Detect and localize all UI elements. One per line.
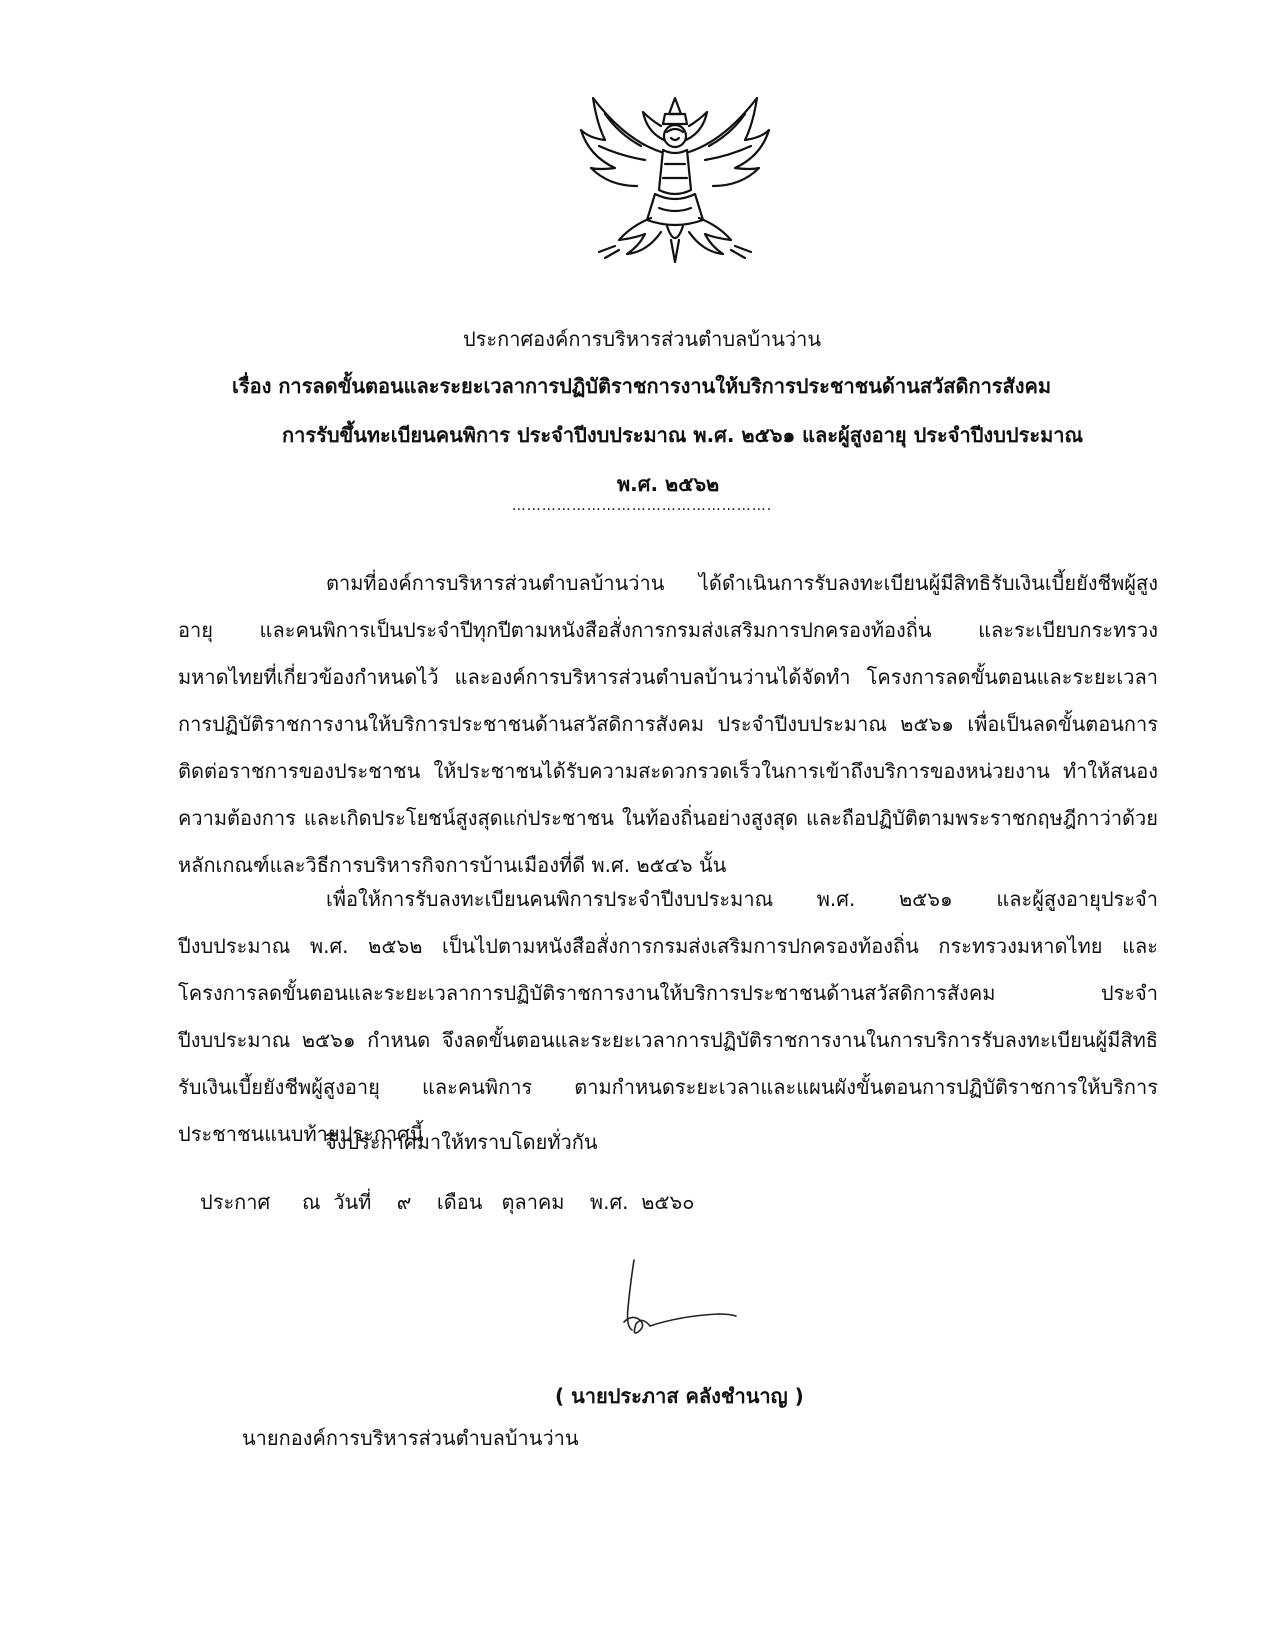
announcement-date: ประกาศ ณ วันที่ ๙ เดือน ตุลาคม พ.ศ. ๒๕๖๐ (200, 1190, 695, 1214)
subject-line-1: เรื่อง การลดขั้นตอนและระยะเวลาการปฏิบัติราชการงานให้บริการประชาชนด้านสวัสดิการสังคม (232, 374, 1052, 398)
garuda-emblem-icon (575, 90, 775, 270)
handwritten-signature (620, 1256, 740, 1356)
separator-line: ……………………………………………. (511, 498, 773, 514)
subject-line-3: พ.ศ. ๒๕๖๒ (617, 472, 720, 496)
body-paragraph-2: เพื่อให้การรับลงทะเบียนคนพิการประจำปีงบประมาณ พ.ศ. ๒๕๖๑ และผู้สูงอายุประจำปีงบประมาณ พ.ศ. ๒๕๖๒ เป็นไปตามหนังสือสั่งการกรมส่งเสริมการปกครองท้องถิ่น กระทรวงมหาดไทย และโครงการลดขั้นตอนและระยะเวลาการปฏิบัติราชการงานให้บริการประชาชนด้านสวัสดิการสังคม ประจำปีงบประมาณ ๒๕๖๑ กำหนด จึงลดขั้นตอนและระยะเวลาการปฏิบัติราชการงานในการบริการรับลงทะเบียนผู้มีสิทธิรับเงินเบี้ยยังชีพผู้สูงอายุ และคนพิการ ตามกำหนดระยะเวลาและแผนผังขั้นตอนการปฏิบัติราชการให้บริการประชาชนแนบท้ายประกาศนี้ (178, 887, 1158, 1146)
subject-line-2: การรับขึ้นทะเบียนคนพิการ ประจำปีงบประมาณ พ.ศ. ๒๕๖๑ และผู้สูงอายุ ประจำปีงบประมาณ (282, 423, 1084, 447)
closing-statement: จึงประกาศมาให้ทราบโดยทั่วกัน (325, 1130, 598, 1154)
signer-name: ( นายประภาส คลังชำนาญ ) (555, 1384, 804, 1408)
signer-position: นายกองค์การบริหารส่วนตำบลบ้านว่าน (242, 1426, 579, 1450)
organization-header: ประกาศองค์การบริหารส่วนตำบลบ้านว่าน (462, 327, 822, 351)
body-paragraph-1: ตามที่องค์การบริหารส่วนตำบลบ้านว่าน ได้ดำเนินการรับลงทะเบียนผู้มีสิทธิรับเงินเบี้ยยังชีพผู้สูงอายุ และคนพิการเป็นประจำปีทุกปีตามหนังสือสั่งการกรมส่งเสริมการปกครองท้องถิ่น และระเบียบกระทรวงมหาดไทยที่เกี่ยวข้องกำหนดไว้ และองค์การบริหารส่วนตำบลบ้านว่านได้จัดทำ โครงการลดขั้นตอนและระยะเวลาการปฏิบัติราชการงานให้บริการประชาชนด้านสวัสดิการสังคม ประจำปีงบประมาณ ๒๕๖๑ เพื่อเป็นลดขั้นตอนการติดต่อราชการของประชาชน ให้ประชาชนได้รับความสะดวกรวดเร็วในการเข้าถึงบริการของหน่วยงาน ทำให้สนองความต้องการ และเกิดประโยชน์สูงสุดแก่ประชาชน ในท้องถิ่นอย่างสูงสุด และถือปฏิบัติตามพระราชกฤษฎีกาว่าด้วยหลักเกณฑ์และวิธีการบริหารกิจการบ้านเมืองที่ดี พ.ศ. ๒๕๔๖ นั้น (178, 571, 1158, 877)
document-subject (232, 362, 1152, 509)
